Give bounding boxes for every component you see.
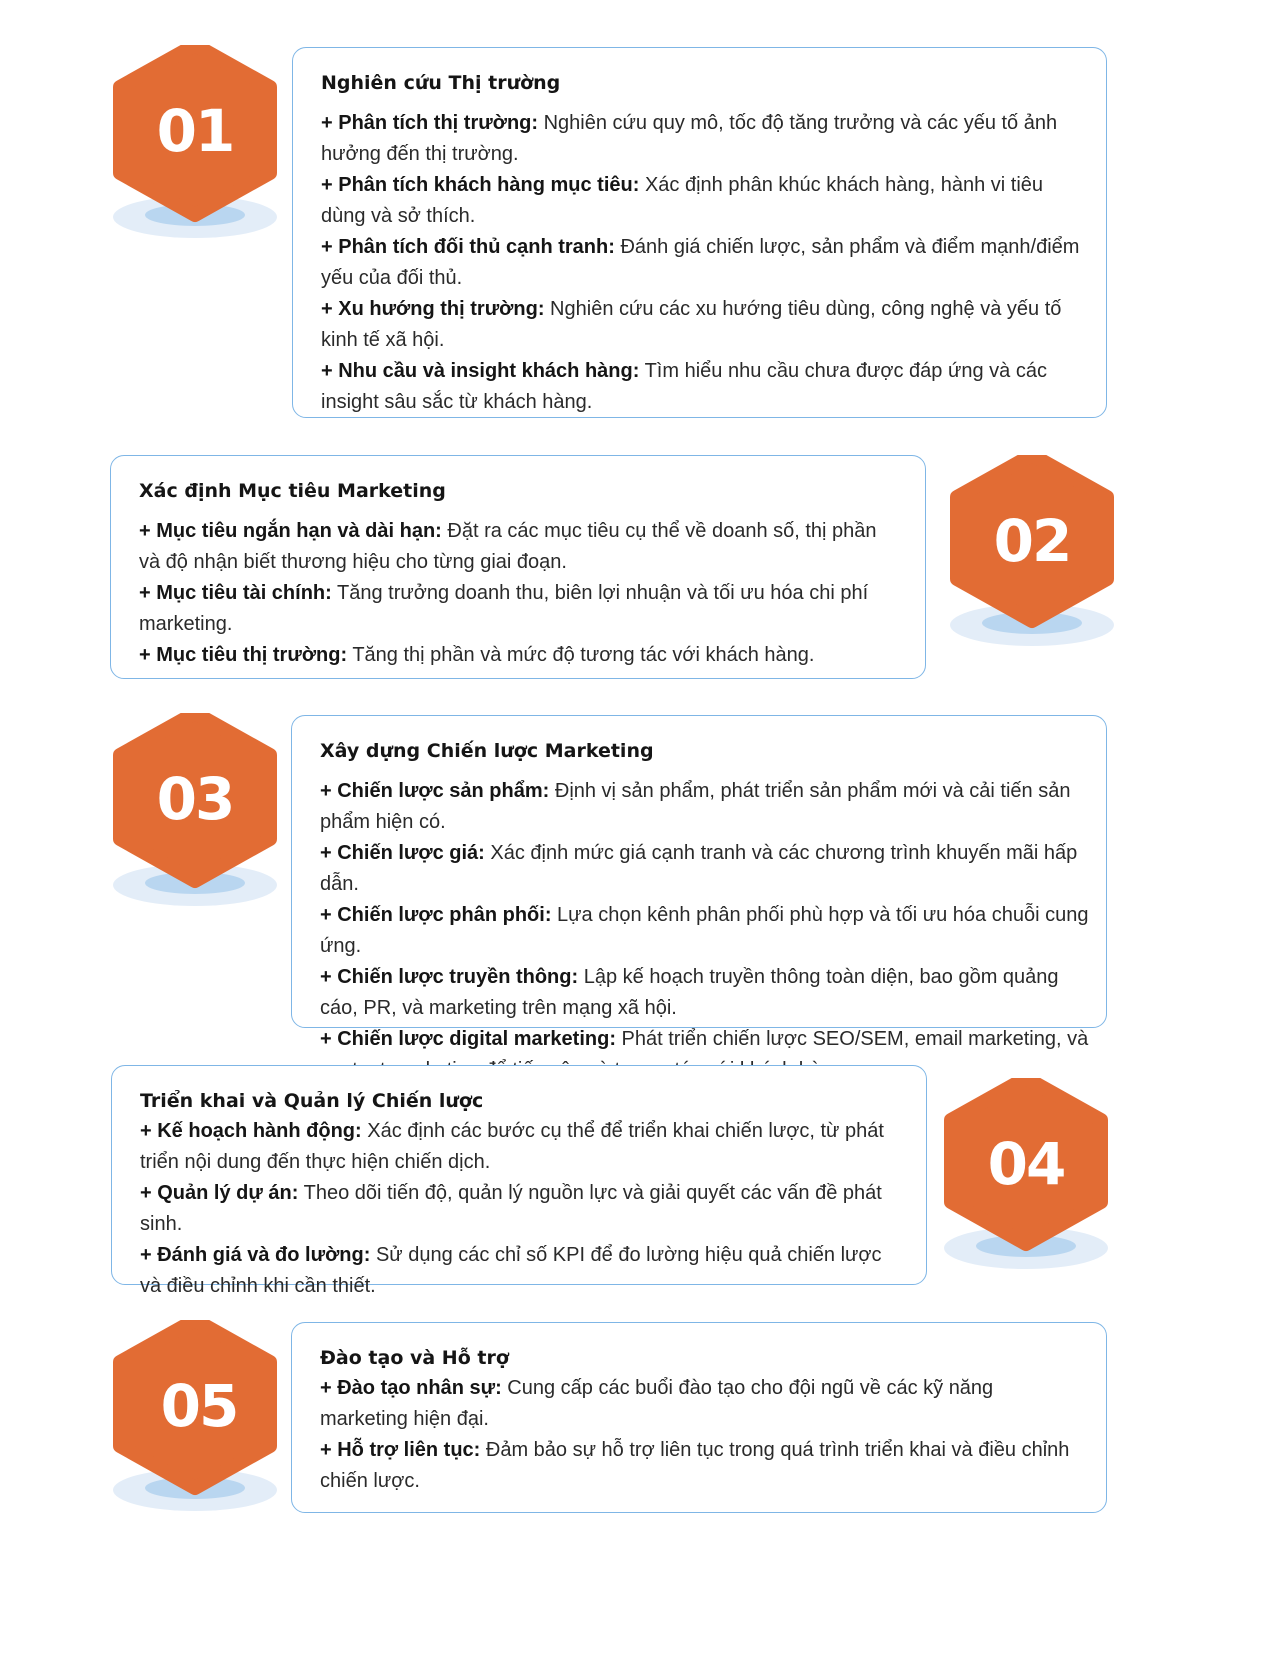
step-item: + Phân tích đối thủ cạnh tranh: Đánh giá chiến lược, sản phẩm và điểm mạnh/điểm yếu của đối thủ. [321,236,1080,289]
step-title: Nghiên cứu Thị trường [321,72,561,94]
step-title: Xác định Mục tiêu Marketing [139,480,446,502]
step-item: + Chiến lược digital marketing: Phát triển chiến lược SEO/SEM, email marketing, và [320,1028,1089,1050]
step-item: + Hỗ trợ liên tục: Đảm bảo sự hỗ trợ liên tục trong quá trình triển khai và điều chỉnh chiến lược. [320,1439,1070,1492]
step-03-badge [100,713,290,913]
step-01-card [292,47,1107,418]
step-item: + Chiến lược phân phối: Lựa chọn kênh phân phối phù hợp và tối ưu hóa chuỗi cung ứng. [320,904,1089,957]
step-item: + Chiến lược giá: Xác định mức giá cạnh tranh và các chương trình khuyến mãi hấp dẫn. [320,842,1078,895]
step-item: + Phân tích khách hàng mục tiêu: Xác định phân khúc khách hàng, hành vi tiêu dùng và sở thích. [321,174,1044,227]
step-item: + Mục tiêu ngắn hạn và dài hạn: Đặt ra các mục tiêu cụ thể về doanh số, thị phần và độ nhận biết thương hiệu cho từng giai đoạn. [139,520,877,573]
step-02-badge [940,455,1130,655]
step-01-badge [100,45,290,245]
step-number: 04 [987,1130,1065,1198]
step-item: + Đánh giá và đo lường: Sử dụng các chỉ số KPI để đo lường hiệu quả chiến lược và điều chỉnh khi cần thiết. [140,1244,882,1297]
step-number: 03 [156,765,234,833]
step-04-card [111,1065,927,1297]
step-item: + Nhu cầu và insight khách hàng: Tìm hiểu nhu cầu chưa được đáp ứng và các insight sâu sắc từ khách hàng. [321,360,1047,413]
step-item: + Phân tích thị trường: Nghiên cứu quy mô, tốc độ tăng trưởng và các yếu tố ảnh hưởng đến thị trường. [321,112,1058,165]
step-05-card [291,1322,1107,1513]
step-item: + Xu hướng thị trường: Nghiên cứu các xu hướng tiêu dùng, công nghệ và yếu tố kinh tế xã hội. [321,298,1062,351]
step-number: 01 [156,97,234,165]
step-number: 02 [993,507,1071,575]
step-02-card [110,455,926,679]
step-item: + Quản lý dự án: Theo dõi tiến độ, quản lý nguồn lực và giải quyết các vấn đề phát sinh. [140,1182,882,1235]
step-title: Xây dựng Chiến lược Marketing [320,740,654,762]
step-03-card [291,715,1107,1050]
step-item: + Kế hoạch hành động: Xác định các bước cụ thể để triển khai chiến lược, từ phát triển nội dung đến thực hiện chiến dịch. [140,1120,884,1173]
step-04-badge [933,1078,1123,1278]
step-title: Đào tạo và Hỗ trợ [320,1347,509,1369]
step-title: Triển khai và Quản lý Chiến lược [140,1090,484,1112]
step-item: + Đào tạo nhân sự: Cung cấp các buổi đào tạo cho đội ngũ về các kỹ năng marketing hiện đại. [320,1377,994,1430]
step-item: + Chiến lược truyền thông: Lập kế hoạch truyền thông toàn diện, bao gồm quảng cáo, PR, và marketing trên mạng xã hội. [320,966,1059,1019]
step-item: + Chiến lược sản phẩm: Định vị sản phẩm, phát triển sản phẩm mới và cải tiến sản phẩm hiện có. [320,780,1071,833]
step-05-badge [100,1320,290,1520]
step-item: + Mục tiêu thị trường: Tăng thị phần và mức độ tương tác với khách hàng. [139,644,815,666]
step-number: 05 [160,1372,238,1440]
step-item: + Mục tiêu tài chính: Tăng trưởng doanh thu, biên lợi nhuận và tối ưu hóa chi phí marketing. [139,582,869,635]
